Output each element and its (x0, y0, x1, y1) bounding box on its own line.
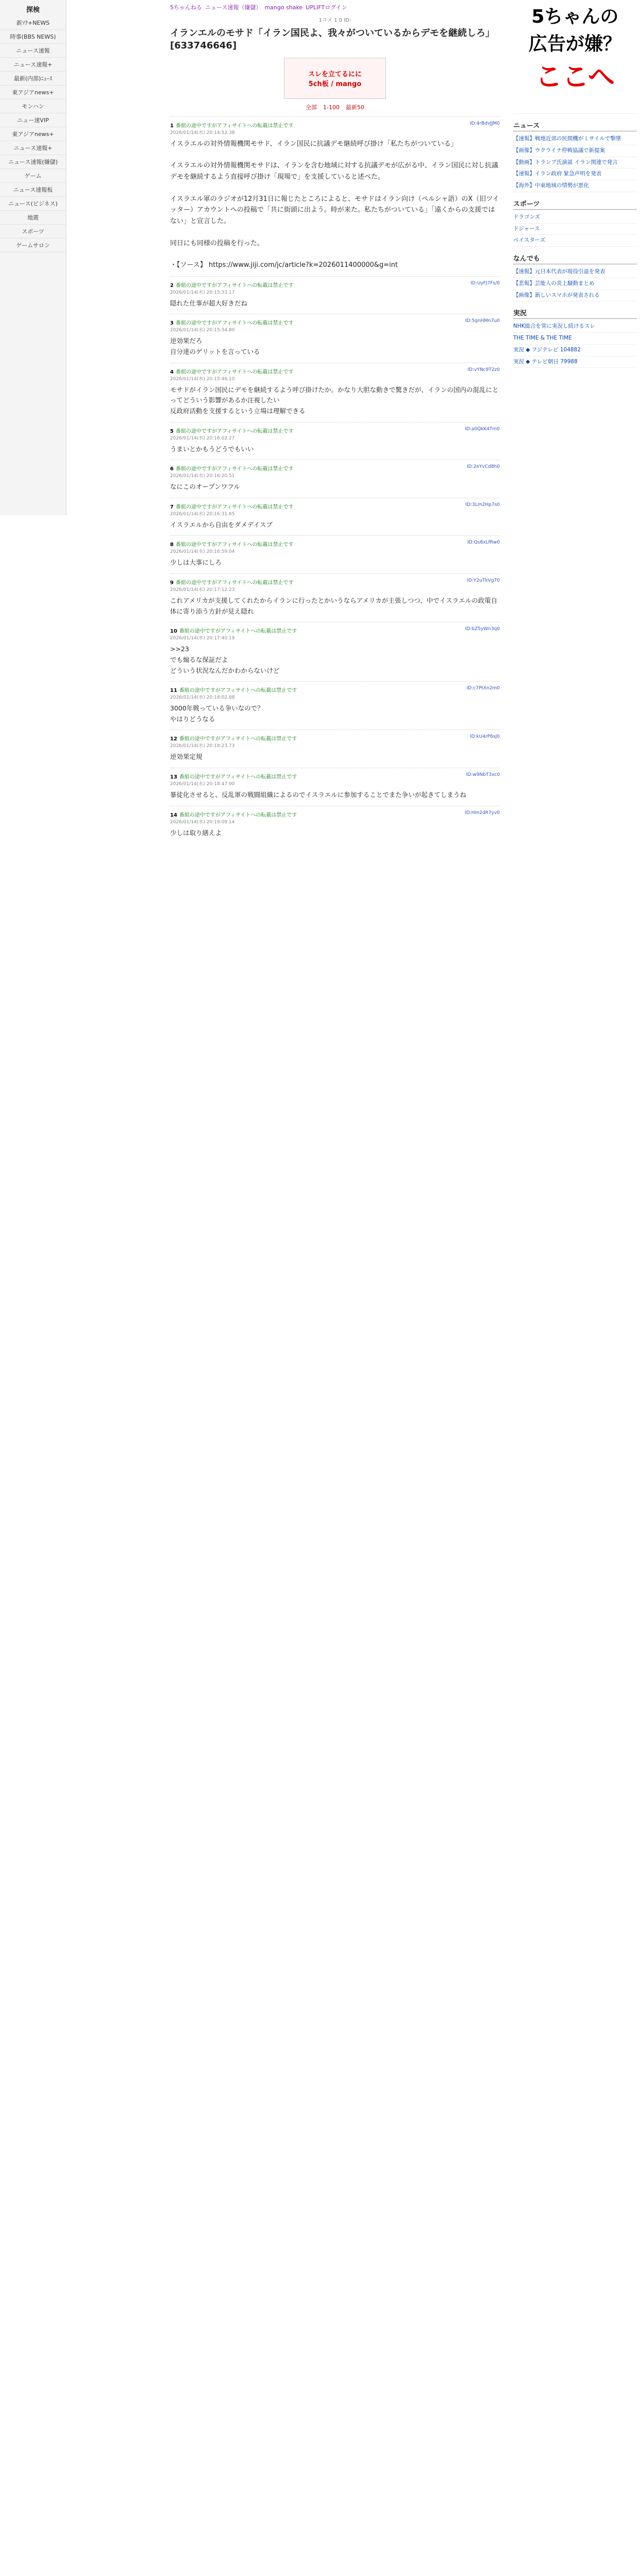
sidebar-link[interactable]: ゲーム (24, 173, 42, 179)
sidebar-item[interactable] (0, 44, 66, 58)
sidebar-item[interactable] (0, 169, 66, 183)
breadcrumb-link[interactable]: UPLIFTログイン (306, 4, 347, 11)
post (170, 363, 500, 422)
news-link[interactable]: 【速報】戦地近郊の民間機がミサイルで撃墜 (513, 135, 621, 142)
post-id[interactable]: ID:vYNc9T2z0 (467, 367, 500, 372)
post-date: 2026/01/14(水) 20:16:59.04 (170, 549, 235, 555)
post-number[interactable]: 10 (170, 629, 177, 635)
post-id-block (467, 686, 500, 700)
post-header (170, 427, 500, 441)
post-author: 番組の途中ですがアフィサイトへの転載は禁止です (175, 466, 294, 472)
post-id[interactable]: ID:a0QkK4Tm0 (465, 426, 500, 432)
post-author: 番組の途中ですがアフィサイトへの転載は禁止です (175, 369, 294, 375)
jikkyo-item[interactable] (513, 345, 637, 357)
post-meta (170, 626, 297, 641)
post (170, 460, 500, 498)
news-list (513, 133, 637, 192)
sidebar-list (0, 16, 66, 252)
post (170, 116, 500, 276)
post-header (170, 772, 500, 787)
matome-list (513, 266, 637, 301)
post-header (170, 367, 500, 382)
jikkyo-link[interactable]: NHK総合を常に実況し続けるスレ (513, 323, 596, 330)
post-id[interactable]: ID:Qs8xLfRw0 (467, 540, 500, 546)
post-author: 番組の途中ですがアフィサイトへの転載は禁止です (175, 282, 294, 289)
jikkyo-link[interactable]: 実況 ◆ フジテレビ 104882 (513, 346, 581, 353)
matome-link[interactable]: 【画像】新しいスマホが発表される (513, 292, 600, 298)
post-author-line (170, 686, 297, 693)
post-header (170, 464, 500, 479)
sidebar-link[interactable]: 最新(内部)ﾆｭｰｽ (13, 75, 53, 82)
sidebar-item[interactable] (0, 211, 66, 225)
sidebar-item[interactable] (0, 197, 66, 211)
post-id-block (467, 578, 500, 592)
thread-title: イランエルのモサド「イラン国民よ、我々がついているからデモを継続しろ」[633746646] (170, 28, 495, 52)
post-number[interactable]: 7 (170, 504, 174, 510)
post-meta (170, 540, 293, 554)
post-meta (170, 427, 293, 441)
sidebar-link[interactable]: ニュース(ビジネス) (8, 200, 58, 207)
post-date: 2026/01/14(水) 20:17:12.23 (170, 587, 235, 593)
jikkyo-item[interactable] (513, 333, 637, 345)
sidebar-link[interactable]: ニュース速報(嫌儲) (8, 159, 58, 165)
post-number[interactable]: 9 (170, 580, 174, 586)
post-author: 番組の途中ですがアフィサイトへの転載は禁止です (175, 320, 294, 327)
post-id[interactable]: ID:bZ5yWn3q0 (465, 626, 500, 632)
advertisement[interactable] (513, 0, 637, 114)
news-link[interactable]: 【画像】ウクライナ停戦協議で新提案 (513, 147, 605, 154)
post-date: 2026/01/14(水) 20:16:31.65 (170, 511, 235, 517)
sidebar-link[interactable]: ニュース速報 (16, 47, 50, 54)
sidebar-item[interactable] (0, 58, 66, 72)
post (170, 573, 500, 622)
post-header (170, 318, 500, 333)
post-author: 番組の途中ですがアフィサイトへの転載は禁止です (179, 774, 297, 781)
post-meta (170, 367, 293, 382)
sports-link[interactable]: ドラゴンズ (513, 213, 541, 220)
post-header (170, 121, 500, 135)
post-author: 番組の途中ですがアフィサイトへの転載は禁止です (179, 629, 297, 635)
post-author: 番組の途中ですがアフィサイトへの転載は禁止です (175, 123, 294, 129)
post-id[interactable]: ID:2eYvCd8h0 (467, 464, 500, 470)
post-date: 2026/01/14(水) 20:18:23.73 (170, 743, 235, 749)
post-author-line (170, 367, 293, 375)
post-author-line (170, 772, 297, 780)
sidebar-item[interactable] (0, 155, 66, 169)
sidebar-link[interactable]: ニュース速報板 (13, 187, 53, 193)
post-author-line (170, 464, 293, 472)
news-item[interactable] (513, 157, 637, 169)
sports-heading: スポーツ (513, 198, 637, 210)
news-item[interactable] (513, 145, 637, 157)
post-author: 番組の途中ですがアフィサイトへの転載は禁止です (175, 542, 294, 548)
post-body: イスラエルの対外情報機関モサド、イラン国民に抗議デモ継続呼び掛け「私たちがついている」 イスラエルの対外情報機関モサドは、イランを含む地域に対する抗議デモが広がる中、イラン国民に対し抗議デモを継続するよう直接呼び掛け「現場で」を支援していると述べた。 イスラエル軍のラジオが12月31日に報じたところによると、モサドはイラン向け（ペルシャ語）のX（旧ツイッター）アカウントへの投稿で「共に街頭に出よう。時が来た。私たちがついている」「遠くからの支援ではない」と宣言した。 同日にも同様の投稿を行った。 ・【ソース】 https://www.jiji.com/jc/article?k=2026011400000&g=int (170, 140, 499, 269)
news-link[interactable]: 【動画】トランプ氏演説 イラン関連で発言 (513, 159, 618, 165)
post-id[interactable]: ID:c7PtXn2m0 (466, 686, 500, 691)
post-date: 2026/01/14(水) 20:15:46.10 (170, 376, 235, 382)
post-body: モサドがイラン国民にデモを継続するよう呼び掛けたか。かなり大胆な動きで驚きだが、イランの国内の混乱にとってどういう影響があるか注視したい 反政府活動を支援するという立場は理解できる (170, 385, 499, 415)
post-header (170, 626, 500, 641)
post-meta (170, 502, 293, 517)
jikkyo-link[interactable]: THE TIME & THE TIME (513, 335, 572, 341)
post-date: 2026/01/14(水) 20:18:47.90 (170, 782, 235, 787)
post-meta (170, 810, 297, 825)
post-id[interactable]: ID:w9NbT3xc0 (466, 772, 500, 778)
post-number[interactable]: 11 (170, 688, 177, 694)
sidebar-link[interactable]: 時事(BBS NEWS) (10, 33, 56, 40)
post-date: 2026/01/14(水) 20:19:09.14 (170, 819, 235, 825)
post-number[interactable]: 5 (170, 428, 174, 434)
post-id-block (467, 540, 500, 554)
post-number[interactable]: 3 (170, 320, 174, 327)
news-section (513, 120, 637, 192)
post-id-block (470, 121, 500, 135)
matome-heading: なんでも (513, 253, 637, 264)
matome-item[interactable] (513, 278, 637, 290)
matome-link[interactable]: 【悲報】芸能人の炎上騒動まとめ (513, 280, 595, 286)
sidebar-item[interactable] (0, 141, 66, 155)
post-header (170, 502, 500, 517)
sidebar-link[interactable]: ニュース速報+ (13, 61, 53, 68)
sports-item[interactable] (513, 212, 637, 224)
post-body: イスラエルから自由をダメデイスブ (170, 520, 273, 529)
post-id-block (465, 626, 500, 641)
post (170, 681, 500, 730)
post-body: 3000年戦っている争いなので？ やはりどうなる (170, 704, 264, 723)
thread-meta: 1コメ 1 0 ID: (318, 18, 351, 23)
post-meta (170, 772, 297, 787)
jikkyo-heading: 実況 (513, 308, 637, 319)
jikkyo-section (513, 308, 637, 368)
right-sidebar (513, 0, 637, 368)
post-body: これアメリカが支援してくれたからイランに行ったとかいうならアメリカが主張しつつ、中でイスラエルの政策自体に寄り添う方針が見え隠れ (170, 597, 498, 615)
post-id-block (465, 427, 500, 441)
post-author-line (170, 121, 293, 129)
post-author: 番組の途中ですがアフィサイトへの転載は禁止です (175, 580, 294, 586)
thread-tab[interactable]: 全部 (306, 104, 317, 111)
post-author-line (170, 540, 293, 548)
sidebar-link[interactable]: 地震 (27, 214, 39, 221)
sidebar-link[interactable]: ニュース速報+ (13, 145, 53, 151)
sidebar-link[interactable]: モンハン (22, 103, 44, 110)
post (170, 768, 500, 806)
news-item[interactable] (513, 180, 637, 192)
sidebar-item[interactable] (0, 183, 66, 197)
post-id-block (470, 734, 500, 749)
post-date: 2026/01/14(水) 20:14:52.38 (170, 130, 235, 135)
news-item[interactable] (513, 168, 637, 180)
post-meta (170, 281, 293, 295)
post (170, 276, 500, 314)
post-meta (170, 464, 293, 479)
post (170, 314, 500, 362)
post-body: 暴徒化させると、反乱軍の戦闘組織によるのでイスラエルに参加することでまた争いが起きてしまうね (170, 791, 466, 799)
sports-link[interactable]: ドジャース (513, 225, 540, 232)
post-number[interactable]: 13 (170, 774, 177, 781)
breadcrumb-link[interactable]: 5ちゃんねる (170, 4, 202, 11)
post-id-block (465, 810, 500, 825)
sidebar-item[interactable] (0, 113, 66, 127)
sidebar-item[interactable] (0, 127, 66, 141)
post-number[interactable]: 8 (170, 542, 174, 548)
post-date: 2026/01/14(水) 20:17:40.19 (170, 636, 235, 641)
post-body: うまいとかもうどうでもいい (170, 445, 254, 453)
post-author: 番組の途中ですがアフィサイトへの転載は禁止です (175, 504, 294, 510)
sports-item[interactable] (513, 235, 637, 247)
jikkyo-link[interactable]: 実況 ◆ テレビ朝日 79988 (513, 358, 578, 365)
post-date: 2026/01/14(水) 20:16:02.27 (170, 435, 235, 441)
matome-section (513, 253, 637, 301)
news-item[interactable] (513, 133, 637, 145)
post-body: なにこのオープンワフル (170, 483, 240, 491)
post-id-block (470, 281, 500, 295)
post-number[interactable]: 12 (170, 736, 177, 742)
sidebar-link[interactable]: 新ｿｸ+NEWS (16, 20, 50, 26)
promo-banner-line1: スレを立てるにに (308, 70, 362, 78)
post-id[interactable]: ID:Y2uTkVg70 (467, 578, 500, 584)
post-id[interactable]: ID:kU4rP6sJ0 (469, 734, 500, 740)
post-header (170, 540, 500, 554)
post-date: 2026/01/14(水) 20:15:33.17 (170, 290, 235, 295)
post-author-line (170, 578, 293, 586)
post-list (170, 116, 500, 844)
sidebar-item[interactable] (0, 16, 66, 30)
sidebar-item[interactable] (0, 239, 66, 252)
post-header (170, 281, 500, 295)
post-number[interactable]: 6 (170, 466, 174, 472)
post-date: 2026/01/14(水) 20:16:20.51 (170, 473, 235, 479)
post-author-line (170, 502, 293, 510)
post (170, 498, 500, 536)
post-id-block (466, 772, 500, 787)
post-author: 番組の途中ですがアフィサイトへの転載は禁止です (179, 688, 297, 694)
thread-tabs (170, 103, 500, 111)
post-author: 番組の途中ですがアフィサイトへの転載は禁止です (175, 428, 294, 434)
post-id-block (465, 318, 500, 333)
post (170, 806, 500, 844)
post-author: 番組の途中ですがアフィサイトへの転載は禁止です (179, 736, 297, 742)
post-header (170, 810, 500, 825)
post-meta (170, 121, 293, 135)
post-id-block (467, 464, 500, 479)
sidebar-item[interactable] (0, 225, 66, 239)
post-number[interactable]: 2 (170, 282, 174, 289)
post-meta (170, 318, 293, 333)
post-meta (170, 686, 297, 700)
post-number[interactable]: 4 (170, 369, 174, 375)
post-author: 番組の途中ですがアフィサイトへの転載は禁止です (179, 812, 297, 818)
news-link[interactable]: 【海外】中東地域の情勢が悪化 (513, 182, 589, 189)
sidebar-link[interactable]: 東アジアnews+ (12, 89, 54, 96)
post-date: 2026/01/14(水) 20:18:02.88 (170, 695, 235, 701)
thread-tab[interactable]: 最新50 (345, 104, 364, 111)
post-author-line (170, 810, 297, 818)
post-body: 少しは大事にしろ (170, 558, 222, 567)
left-sidebar (0, 0, 66, 515)
post-id[interactable]: ID:Hm2dR7yv0 (465, 810, 500, 816)
post-id-block (467, 367, 500, 382)
post-id-block (466, 502, 500, 517)
sidebar-link[interactable]: ゲームサロン (16, 242, 50, 249)
sidebar-item[interactable] (0, 72, 66, 86)
post-header (170, 578, 500, 592)
promo-banner[interactable] (284, 58, 386, 99)
post-body: >>23 でも煽るな保証だよ どういう状況なんだかわからないけど (170, 645, 280, 674)
post-id[interactable]: ID:5qnHMn7u0 (465, 318, 500, 324)
sidebar-item[interactable] (0, 99, 66, 113)
post-author-line (170, 318, 293, 326)
sidebar-link[interactable]: ニュー速VIP (17, 117, 49, 124)
thread-tab[interactable]: 1-100 (323, 104, 340, 111)
post-id[interactable]: ID:4rBdvJJM0 (469, 121, 500, 126)
ad-line2: 広告が嫌？ (528, 33, 621, 55)
post (170, 422, 500, 460)
sports-section (513, 198, 637, 247)
post-id[interactable]: ID:UyFJ7Fs/0 (470, 280, 500, 286)
sidebar-item[interactable] (0, 30, 66, 44)
post-meta (170, 734, 297, 749)
sidebar-link[interactable]: スポーツ (22, 228, 44, 235)
post-meta (170, 578, 293, 592)
sports-link[interactable]: ベイスターズ (513, 237, 546, 244)
post-date: 2026/01/14(水) 20:15:34.80 (170, 328, 235, 333)
post-header (170, 734, 500, 749)
breadcrumb-link[interactable]: mango shake (264, 4, 303, 11)
post-author-line (170, 427, 293, 434)
post-body: 少しは取り繕えよ (170, 828, 222, 837)
post-header (170, 686, 500, 700)
main-column (170, 0, 500, 843)
breadcrumb-link[interactable]: ニュース速報（嫌儲） (205, 4, 262, 11)
post (170, 535, 500, 573)
matome-link[interactable]: 【速報】元日本代表が現役引退を発表 (513, 268, 605, 275)
sidebar-link[interactable]: 東アジアnews+ (12, 131, 54, 138)
news-heading: ニュース (513, 120, 637, 131)
matome-item[interactable] (513, 266, 637, 278)
post-id[interactable]: ID:3Lm2Hp7s0 (465, 502, 500, 507)
ad-line3: ここへ (535, 61, 615, 93)
post (170, 622, 500, 681)
matome-item[interactable] (513, 290, 637, 302)
post-number[interactable]: 14 (170, 812, 177, 818)
jikkyo-item[interactable] (513, 321, 637, 333)
breadcrumb (170, 0, 500, 12)
sidebar-title: 探検 (26, 6, 40, 14)
post-number[interactable]: 1 (170, 123, 174, 129)
post-author-line (170, 626, 297, 634)
jikkyo-item[interactable] (513, 357, 637, 368)
promo-banner-line2: 5ch板 / mango (308, 80, 362, 88)
sports-list (513, 212, 637, 247)
post-author-line (170, 734, 297, 742)
ad-line1: 5ちゃんの (531, 6, 619, 27)
jikkyo-list (513, 321, 637, 368)
post-body: 逆効果だろ 自分達のゲリットを言っている (170, 337, 260, 356)
post-body: 隠れた仕事が超大好きだね (170, 299, 248, 307)
post-body: 逆効果定規 (170, 753, 203, 761)
sports-item[interactable] (513, 224, 637, 235)
news-link[interactable]: 【速報】イラン政府 緊急声明を発表 (513, 171, 602, 177)
post-author-line (170, 281, 293, 289)
post (170, 730, 500, 768)
sidebar-item[interactable] (0, 86, 66, 99)
